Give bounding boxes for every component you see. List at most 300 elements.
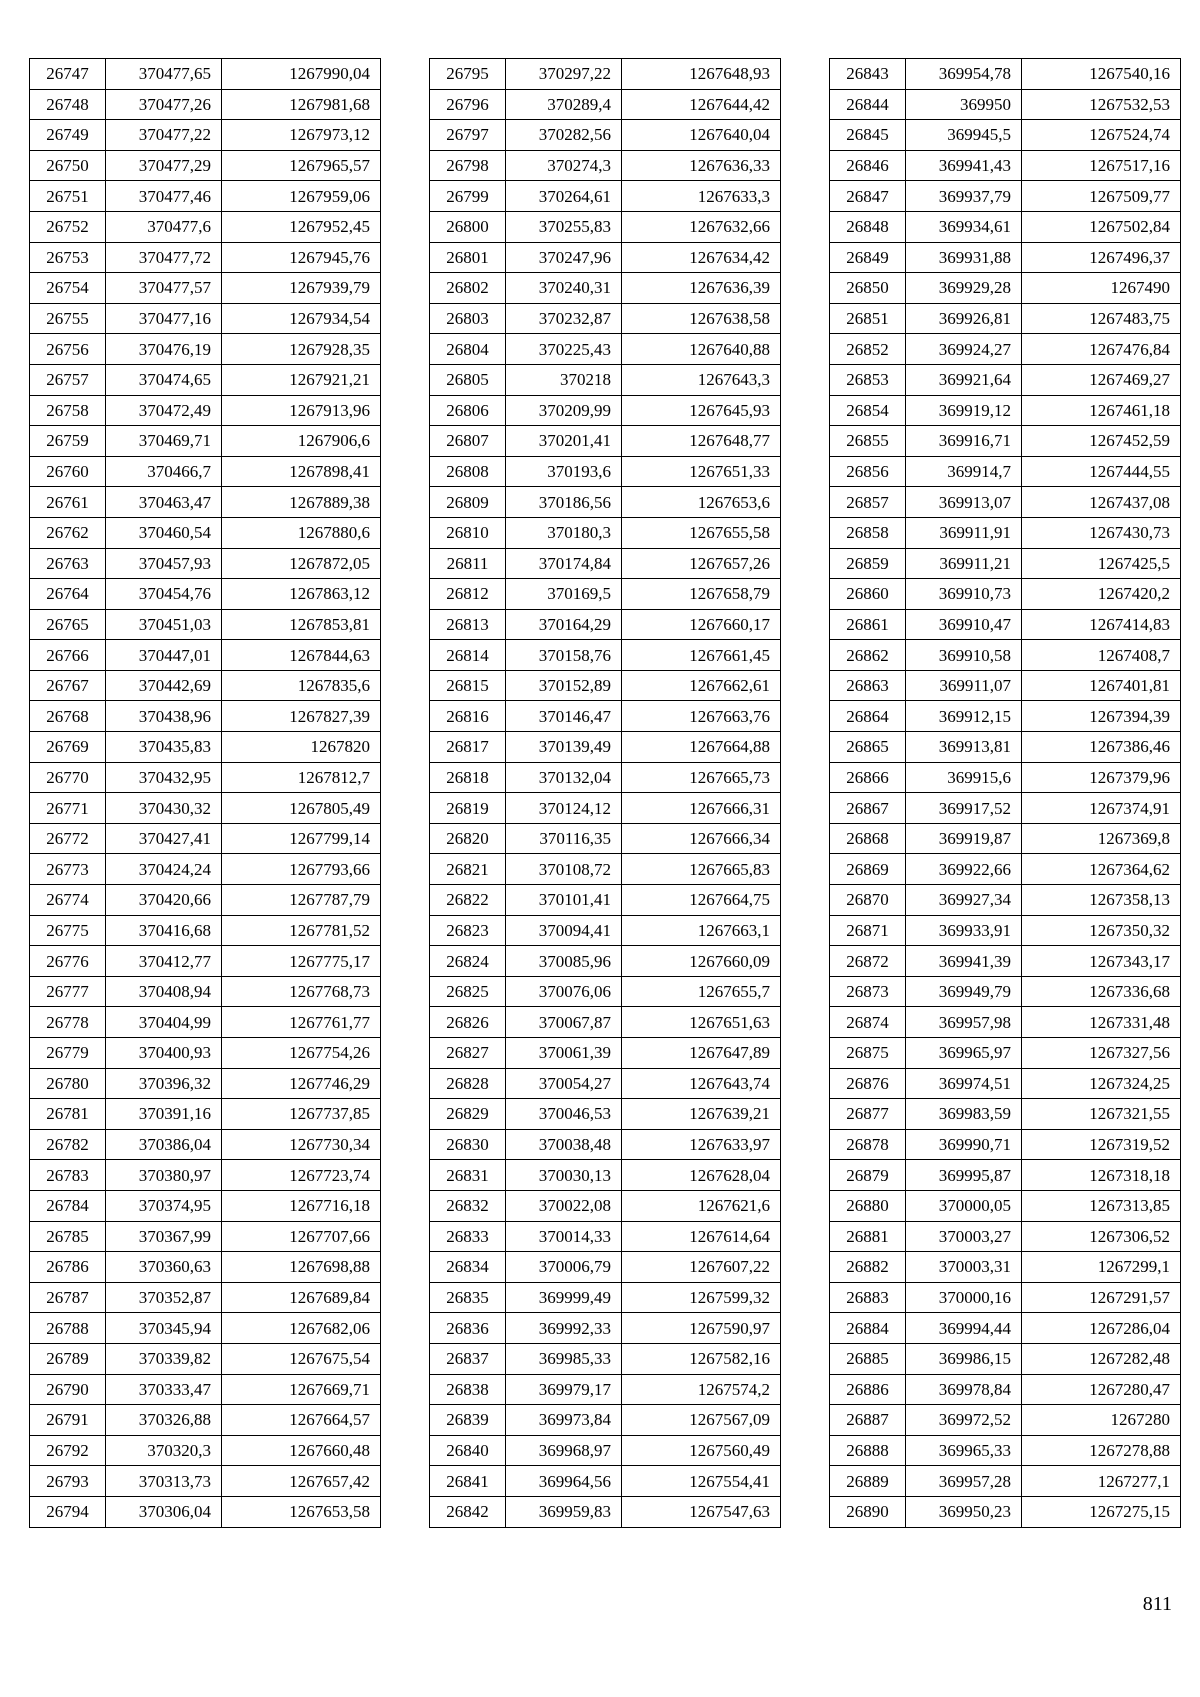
x-coordinate-cell: 370264,61 [506,181,622,212]
point-number-cell: 26852 [830,334,906,365]
point-number-cell: 26802 [430,273,506,304]
x-coordinate-cell: 370477,22 [106,120,222,151]
table-row [30,701,381,732]
x-coordinate-cell: 369965,97 [906,1038,1022,1069]
point-number-cell: 26868 [830,823,906,854]
x-coordinate-cell: 369913,81 [906,732,1022,763]
x-coordinate-cell: 370345,94 [106,1313,222,1344]
y-coordinate-cell: 1267746,29 [222,1068,381,1099]
x-coordinate-cell: 369950,23 [906,1496,1022,1527]
y-coordinate-cell: 1267657,42 [222,1466,381,1497]
point-number-cell: 26817 [430,732,506,763]
point-number-cell: 26843 [830,59,906,90]
point-number-cell: 26870 [830,885,906,916]
x-coordinate-cell: 370424,24 [106,854,222,885]
x-coordinate-cell: 370374,95 [106,1190,222,1221]
point-number-cell: 26879 [830,1160,906,1191]
y-coordinate-cell: 1267647,89 [622,1038,781,1069]
y-coordinate-cell: 1267827,39 [222,701,381,732]
table-row [30,548,381,579]
table-row [30,1343,381,1374]
y-coordinate-cell: 1267675,54 [222,1343,381,1374]
y-coordinate-cell: 1267648,93 [622,59,781,90]
point-number-cell: 26864 [830,701,906,732]
y-coordinate-cell: 1267379,96 [1022,762,1181,793]
point-number-cell: 26803 [430,303,506,334]
y-coordinate-cell: 1267599,32 [622,1282,781,1313]
y-coordinate-cell: 1267660,17 [622,609,781,640]
y-coordinate-cell: 1267653,58 [222,1496,381,1527]
table-row [30,823,381,854]
x-coordinate-cell: 370003,27 [906,1221,1022,1252]
point-number-cell: 26836 [430,1313,506,1344]
x-coordinate-cell: 369922,66 [906,854,1022,885]
point-number-cell: 26781 [30,1099,106,1130]
table-row [430,242,781,273]
x-coordinate-cell: 369999,49 [506,1282,622,1313]
table-row [430,1435,781,1466]
y-coordinate-cell: 1267614,64 [622,1221,781,1252]
table-row [830,59,1181,90]
x-coordinate-cell: 369994,44 [906,1313,1022,1344]
point-number-cell: 26812 [430,579,506,610]
point-number-cell: 26880 [830,1190,906,1221]
point-number-cell: 26809 [430,487,506,518]
point-number-cell: 26886 [830,1374,906,1405]
point-number-cell: 26830 [430,1129,506,1160]
y-coordinate-cell: 1267386,46 [1022,732,1181,763]
x-coordinate-cell: 370014,33 [506,1221,622,1252]
y-coordinate-cell: 1267880,6 [222,517,381,548]
x-coordinate-cell: 370333,47 [106,1374,222,1405]
table-row [30,1129,381,1160]
y-coordinate-cell: 1267502,84 [1022,211,1181,242]
table-row [30,426,381,457]
table-row [30,242,381,273]
table-row [430,946,781,977]
x-coordinate-cell: 370477,29 [106,150,222,181]
table-row [830,1221,1181,1252]
point-number-cell: 26789 [30,1343,106,1374]
point-number-cell: 26808 [430,456,506,487]
y-coordinate-cell: 1267664,75 [622,885,781,916]
y-coordinate-cell: 1267517,16 [1022,150,1181,181]
x-coordinate-cell: 370174,84 [506,548,622,579]
table-row [430,1068,781,1099]
x-coordinate-cell: 369957,98 [906,1007,1022,1038]
table-row [430,1374,781,1405]
y-coordinate-cell: 1267666,34 [622,823,781,854]
point-number-cell: 26876 [830,1068,906,1099]
y-coordinate-cell: 1267959,06 [222,181,381,212]
table-row [830,273,1181,304]
y-coordinate-cell: 1267628,04 [622,1160,781,1191]
table-row [30,670,381,701]
point-number-cell: 26837 [430,1343,506,1374]
y-coordinate-cell: 1267524,74 [1022,120,1181,151]
y-coordinate-cell: 1267648,77 [622,426,781,457]
x-coordinate-cell: 370391,16 [106,1099,222,1130]
point-number-cell: 26853 [830,364,906,395]
table-row [430,59,781,90]
point-number-cell: 26819 [430,793,506,824]
y-coordinate-cell: 1267658,79 [622,579,781,610]
table-row [430,885,781,916]
table-row [430,1129,781,1160]
point-number-cell: 26758 [30,395,106,426]
x-coordinate-cell: 369913,07 [906,487,1022,518]
point-number-cell: 26760 [30,456,106,487]
point-number-cell: 26877 [830,1099,906,1130]
point-number-cell: 26842 [430,1496,506,1527]
y-coordinate-cell: 1267661,45 [622,640,781,671]
y-coordinate-cell: 1267928,35 [222,334,381,365]
x-coordinate-cell: 370416,68 [106,915,222,946]
y-coordinate-cell: 1267607,22 [622,1252,781,1283]
point-number-cell: 26834 [430,1252,506,1283]
point-number-cell: 26804 [430,334,506,365]
table-row [830,242,1181,273]
point-number-cell: 26800 [430,211,506,242]
point-number-cell: 26807 [430,426,506,457]
x-coordinate-cell: 369979,17 [506,1374,622,1405]
x-coordinate-cell: 370186,56 [506,487,622,518]
table-row [430,1160,781,1191]
table-row [830,1038,1181,1069]
point-number-cell: 26890 [830,1496,906,1527]
table-row [30,1068,381,1099]
y-coordinate-cell: 1267638,58 [622,303,781,334]
table-row [430,1038,781,1069]
x-coordinate-cell: 370326,88 [106,1405,222,1436]
y-coordinate-cell: 1267872,05 [222,548,381,579]
table-row [830,823,1181,854]
y-coordinate-cell: 1267965,57 [222,150,381,181]
table-row [430,1496,781,1527]
table-row [430,1190,781,1221]
x-coordinate-cell: 369916,71 [906,426,1022,457]
point-number-cell: 26759 [30,426,106,457]
point-number-cell: 26785 [30,1221,106,1252]
y-coordinate-cell: 1267666,31 [622,793,781,824]
table-row [830,1252,1181,1283]
point-number-cell: 26858 [830,517,906,548]
table-row [830,915,1181,946]
x-coordinate-cell: 370124,12 [506,793,622,824]
y-coordinate-cell: 1267430,73 [1022,517,1181,548]
point-number-cell: 26863 [830,670,906,701]
table-row [30,89,381,120]
x-coordinate-cell: 370457,93 [106,548,222,579]
table-row [30,1038,381,1069]
point-number-cell: 26761 [30,487,106,518]
x-coordinate-cell: 370474,65 [106,364,222,395]
table-row [30,885,381,916]
table-row [830,1435,1181,1466]
y-coordinate-cell: 1267952,45 [222,211,381,242]
y-coordinate-cell: 1267343,17 [1022,946,1181,977]
point-number-cell: 26765 [30,609,106,640]
y-coordinate-cell: 1267483,75 [1022,303,1181,334]
point-number-cell: 26763 [30,548,106,579]
x-coordinate-cell: 369972,52 [906,1405,1022,1436]
y-coordinate-cell: 1267939,79 [222,273,381,304]
point-number-cell: 26752 [30,211,106,242]
table-row [830,732,1181,763]
table-row [430,273,781,304]
y-coordinate-cell: 1267723,74 [222,1160,381,1191]
y-coordinate-cell: 1267350,32 [1022,915,1181,946]
point-number-cell: 26798 [430,150,506,181]
x-coordinate-cell: 369965,33 [906,1435,1022,1466]
table-row [830,1313,1181,1344]
point-number-cell: 26778 [30,1007,106,1038]
point-number-cell: 26885 [830,1343,906,1374]
point-number-cell: 26794 [30,1496,106,1527]
point-number-cell: 26810 [430,517,506,548]
y-coordinate-cell: 1267643,74 [622,1068,781,1099]
point-number-cell: 26823 [430,915,506,946]
x-coordinate-cell: 369919,87 [906,823,1022,854]
y-coordinate-cell: 1267698,88 [222,1252,381,1283]
x-coordinate-cell: 369931,88 [906,242,1022,273]
x-coordinate-cell: 370003,31 [906,1252,1022,1283]
point-number-cell: 26835 [430,1282,506,1313]
table-row [30,854,381,885]
table-row [30,1190,381,1221]
table-row [830,364,1181,395]
x-coordinate-cell: 370477,65 [106,59,222,90]
x-coordinate-cell: 370289,4 [506,89,622,120]
table-row [30,1099,381,1130]
coordinates-table-2 [429,58,781,1528]
table-row [830,303,1181,334]
y-coordinate-cell: 1267665,83 [622,854,781,885]
table-row [830,487,1181,518]
point-number-cell: 26784 [30,1190,106,1221]
point-number-cell: 26815 [430,670,506,701]
table-row [30,517,381,548]
point-number-cell: 26792 [30,1435,106,1466]
x-coordinate-cell: 370466,7 [106,456,222,487]
x-coordinate-cell: 369990,71 [906,1129,1022,1160]
y-coordinate-cell: 1267662,61 [622,670,781,701]
x-coordinate-cell: 370386,04 [106,1129,222,1160]
y-coordinate-cell: 1267657,26 [622,548,781,579]
y-coordinate-cell: 1267761,77 [222,1007,381,1038]
x-coordinate-cell: 369911,07 [906,670,1022,701]
point-number-cell: 26782 [30,1129,106,1160]
y-coordinate-cell: 1267754,26 [222,1038,381,1069]
x-coordinate-cell: 370352,87 [106,1282,222,1313]
y-coordinate-cell: 1267643,3 [622,364,781,395]
point-number-cell: 26847 [830,181,906,212]
y-coordinate-cell: 1267945,76 [222,242,381,273]
y-coordinate-cell: 1267574,2 [622,1374,781,1405]
x-coordinate-cell: 369927,34 [906,885,1022,916]
table-row [430,762,781,793]
point-number-cell: 26786 [30,1252,106,1283]
table-row [30,1405,381,1436]
point-number-cell: 26844 [830,89,906,120]
y-coordinate-cell: 1267280 [1022,1405,1181,1436]
y-coordinate-cell: 1267540,16 [1022,59,1181,90]
table-row [430,150,781,181]
point-number-cell: 26767 [30,670,106,701]
point-number-cell: 26883 [830,1282,906,1313]
x-coordinate-cell: 370000,16 [906,1282,1022,1313]
point-number-cell: 26845 [830,120,906,151]
table-row [30,150,381,181]
x-coordinate-cell: 369983,59 [906,1099,1022,1130]
table-row [430,426,781,457]
y-coordinate-cell: 1267973,12 [222,120,381,151]
y-coordinate-cell: 1267554,41 [622,1466,781,1497]
table-row [430,89,781,120]
coordinates-table-1 [29,58,381,1528]
point-number-cell: 26747 [30,59,106,90]
point-number-cell: 26790 [30,1374,106,1405]
y-coordinate-cell: 1267781,52 [222,915,381,946]
x-coordinate-cell: 370463,47 [106,487,222,518]
point-number-cell: 26820 [430,823,506,854]
table-row [430,1252,781,1283]
table-row [30,211,381,242]
x-coordinate-cell: 370408,94 [106,976,222,1007]
y-coordinate-cell: 1267278,88 [1022,1435,1181,1466]
y-coordinate-cell: 1267651,33 [622,456,781,487]
x-coordinate-cell: 370255,83 [506,211,622,242]
x-coordinate-cell: 369919,12 [906,395,1022,426]
coordinates-table-3 [829,58,1181,1528]
y-coordinate-cell: 1267660,48 [222,1435,381,1466]
table-row [430,181,781,212]
y-coordinate-cell: 1267567,09 [622,1405,781,1436]
x-coordinate-cell: 369933,91 [906,915,1022,946]
x-coordinate-cell: 370432,95 [106,762,222,793]
x-coordinate-cell: 370320,3 [106,1435,222,1466]
x-coordinate-cell: 370477,6 [106,211,222,242]
x-coordinate-cell: 370477,16 [106,303,222,334]
table-row [430,609,781,640]
x-coordinate-cell: 370038,48 [506,1129,622,1160]
y-coordinate-cell: 1267730,34 [222,1129,381,1160]
point-number-cell: 26768 [30,701,106,732]
x-coordinate-cell: 370442,69 [106,670,222,701]
x-coordinate-cell: 370454,76 [106,579,222,610]
table-row [30,303,381,334]
x-coordinate-cell: 369914,7 [906,456,1022,487]
x-coordinate-cell: 370447,01 [106,640,222,671]
point-number-cell: 26866 [830,762,906,793]
point-number-cell: 26826 [430,1007,506,1038]
point-number-cell: 26874 [830,1007,906,1038]
y-coordinate-cell: 1267689,84 [222,1282,381,1313]
table-row [30,1496,381,1527]
x-coordinate-cell: 370193,6 [506,456,622,487]
point-number-cell: 26871 [830,915,906,946]
x-coordinate-cell: 369968,97 [506,1435,622,1466]
y-coordinate-cell: 1267358,13 [1022,885,1181,916]
point-number-cell: 26793 [30,1466,106,1497]
point-number-cell: 26882 [830,1252,906,1283]
x-coordinate-cell: 370274,3 [506,150,622,181]
y-coordinate-cell: 1267318,18 [1022,1160,1181,1191]
y-coordinate-cell: 1267844,63 [222,640,381,671]
y-coordinate-cell: 1267853,81 [222,609,381,640]
y-coordinate-cell: 1267906,6 [222,426,381,457]
point-number-cell: 26783 [30,1160,106,1191]
point-number-cell: 26776 [30,946,106,977]
x-coordinate-cell: 370232,87 [506,303,622,334]
x-coordinate-cell: 370240,31 [506,273,622,304]
y-coordinate-cell: 1267621,6 [622,1190,781,1221]
x-coordinate-cell: 370430,32 [106,793,222,824]
point-number-cell: 26833 [430,1221,506,1252]
point-number-cell: 26775 [30,915,106,946]
y-coordinate-cell: 1267461,18 [1022,395,1181,426]
x-coordinate-cell: 370152,89 [506,670,622,701]
x-coordinate-cell: 370404,99 [106,1007,222,1038]
y-coordinate-cell: 1267716,18 [222,1190,381,1221]
x-coordinate-cell: 370085,96 [506,946,622,977]
point-number-cell: 26881 [830,1221,906,1252]
table-row [830,456,1181,487]
table-row [430,1466,781,1497]
point-number-cell: 26888 [830,1435,906,1466]
table-row [830,211,1181,242]
y-coordinate-cell: 1267793,66 [222,854,381,885]
x-coordinate-cell: 370108,72 [506,854,622,885]
x-coordinate-cell: 369959,83 [506,1496,622,1527]
x-coordinate-cell: 369985,33 [506,1343,622,1374]
table-row [430,364,781,395]
point-number-cell: 26875 [830,1038,906,1069]
point-number-cell: 26832 [430,1190,506,1221]
y-coordinate-cell: 1267655,7 [622,976,781,1007]
point-number-cell: 26779 [30,1038,106,1069]
y-coordinate-cell: 1267280,47 [1022,1374,1181,1405]
y-coordinate-cell: 1267336,68 [1022,976,1181,1007]
point-number-cell: 26813 [430,609,506,640]
point-number-cell: 26756 [30,334,106,365]
table-row [830,1160,1181,1191]
table-row [30,1252,381,1283]
point-number-cell: 26867 [830,793,906,824]
table-row [430,456,781,487]
y-coordinate-cell: 1267768,73 [222,976,381,1007]
point-number-cell: 26780 [30,1068,106,1099]
point-number-cell: 26805 [430,364,506,395]
point-number-cell: 26825 [430,976,506,1007]
point-number-cell: 26839 [430,1405,506,1436]
x-coordinate-cell: 370076,06 [506,976,622,1007]
point-number-cell: 26772 [30,823,106,854]
point-number-cell: 26751 [30,181,106,212]
x-coordinate-cell: 370477,26 [106,89,222,120]
y-coordinate-cell: 1267921,21 [222,364,381,395]
x-coordinate-cell: 370477,72 [106,242,222,273]
table-row [830,701,1181,732]
y-coordinate-cell: 1267640,88 [622,334,781,365]
x-coordinate-cell: 370427,41 [106,823,222,854]
y-coordinate-cell: 1267319,52 [1022,1129,1181,1160]
table-row [430,1221,781,1252]
table-row [430,854,781,885]
table-row [430,211,781,242]
y-coordinate-cell: 1267364,62 [1022,854,1181,885]
y-coordinate-cell: 1267321,55 [1022,1099,1181,1130]
